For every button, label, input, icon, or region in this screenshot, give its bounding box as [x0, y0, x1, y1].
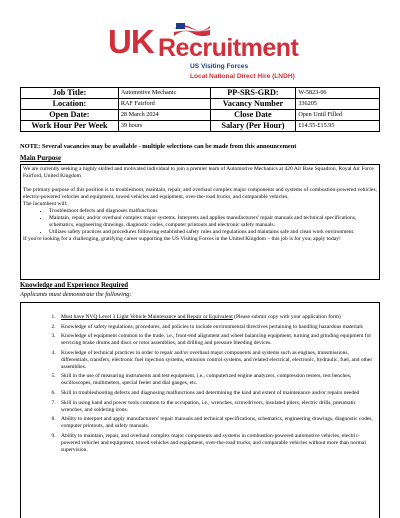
- purpose-closing: If you're looking for a challenging, gratifying career supporting the US Visiting Forces in the United Kingdom – this job is for you; apply today!: [23, 236, 341, 242]
- incumbent-label: The incumbent will:: [23, 201, 68, 207]
- location-value: RAF Fairford: [118, 99, 210, 110]
- table-row: [21, 121, 380, 132]
- logo-tagline-1: US Visiting Forces: [190, 63, 249, 70]
- table-row: [21, 110, 380, 121]
- uk-recruitment-logo: [108, 16, 298, 86]
- vacancies-note: NOTE: Several vacancies may be available - multiple selections can be made from this announcement: [20, 143, 297, 150]
- list-item: • Utilizes safety practices and procedures following established safety rules and regulations and maintains safe and clean work environment.: [49, 229, 377, 236]
- table-row: [21, 99, 380, 110]
- purpose-intro: We are currently seeking a highly skilled and motivated individual to join a premier team of Automotive Mechanics at 420 Air Base Squadron, Royal Air Force Fairford, United Kingdom: [23, 166, 374, 179]
- main-purpose-heading: Main Purpose: [20, 155, 61, 162]
- list-item: 4. Knowledge of technical practices in order to repair and/or overhaul major components and systems such as engines, transmissions, differentials, transfers, electronic fuel injection systems, emission control systems, and related electrical, electronic, hydraulic, fuel, and other assemblies.: [57, 350, 377, 371]
- logo-tagline-2: Local National Direct Hire (LNDH): [190, 73, 295, 80]
- list-item: • Maintain, repair, and/or overhaul complex major systems. Interprets and applies manufacturers' repair manuals and technical specifications, schematics, engineering drawings, diagnostic codes, computer printouts and electronic safety manuals.: [49, 215, 377, 229]
- list-item: 5. Skill in the use of measuring instruments and test equipment, i.e., computerized engine analyzers, compression testers, test benches, oscilloscopes, multimeters, special feeler and dial gauges, etc.: [57, 373, 377, 387]
- knowledge-box: [20, 302, 380, 518]
- list-item: 2. Knowledge of safety regulations, procedures, and policies to include environmental directives pertaining to handling hazardous materials: [57, 324, 377, 331]
- job-info-table: [20, 87, 380, 132]
- list-item: 8. Ability to interpret and apply manufacturers' repair manuals and technical specifications, schematics, engineering drawings, diagnostic codes, computer printouts, and safety manuals.: [57, 416, 377, 430]
- list-item: [57, 314, 377, 321]
- grade-label: PP-SRS-GRD:: [210, 88, 296, 99]
- close-date-label: Close Date: [210, 110, 296, 121]
- knowledge-heading: Knowledge and Experience Required: [20, 282, 129, 289]
- vacancy-label: Vacancy Number: [210, 99, 296, 110]
- salary-value: £14.55-£15.95: [296, 121, 380, 132]
- logo-recruitment-text: Recruitment: [158, 34, 299, 62]
- table-row: [21, 88, 380, 99]
- requirements-list: [23, 314, 377, 454]
- salary-label: Salary (Per Hour): [210, 121, 296, 132]
- vacancy-value: 336205: [296, 99, 380, 110]
- job-title-label: Job Title:: [21, 88, 119, 99]
- list-item: • Troubleshoot defects and diagnoses malfunctions: [49, 208, 377, 215]
- hours-label: Work Hour Per Week: [21, 121, 119, 132]
- duties-list: [23, 208, 377, 236]
- logo-uk-text: UK: [108, 23, 154, 60]
- hours-value: 39 hours: [118, 121, 210, 132]
- list-item: 6. Skill in troubleshooting defects and diagnosing malfunctions and determining the kind and extent of maintenance and/or repairs needed: [57, 390, 377, 397]
- list-item: 3. Knowledge of equipment common to the trade, i.e., front-end alignment and wheel balancing equipment, turning and grinding equipment for servicing brake drums and discs or rotor assemblies, and drilling and pressure bleeding devices.: [57, 333, 377, 347]
- nvq-note: (Please submit copy with your application form): [232, 314, 341, 320]
- job-title-value: Automotive Mechanic: [118, 88, 210, 99]
- knowledge-subheading: Applicants must demonstrate the following:: [20, 291, 132, 298]
- open-date-label: Open Date:: [21, 110, 119, 121]
- purpose-paragraph: The primary purpose of this position is to troubleshoot, maintain, repair, and overhaul complex major components and systems of combustion-powered vehicles, electric-powered vehicles and equipment, towed vehicles and equipment, over-the-road trucks, and comparable vehicles.: [23, 187, 377, 200]
- grade-value: W-5823-06: [296, 88, 380, 99]
- main-purpose-box: [20, 164, 380, 280]
- list-item: 9. Ability to maintain, repair, and overhaul complex major components and systems in combustion-powered automotive vehicles, electric-powered vehicles and equipment, towed vehicles and equipment, over-the-road trucks, and comparable vehicles without more than normal supervision.: [57, 433, 377, 454]
- nvq-requirement: Must have NVQ Level 3 Light Vehicle Maintenance and Repair or Equivalent: [61, 314, 233, 320]
- list-item: 7. Skill in using hand and power tools common to the occupation, i.e., wrenches, screwdrivers, insulated pliers, electric drills, pneumatic wrenches, and soldering irons.: [57, 400, 377, 414]
- location-label: Location:: [21, 99, 119, 110]
- close-date-value: Open Until Filled: [296, 110, 380, 121]
- open-date-value: 28 March 2024: [118, 110, 210, 121]
